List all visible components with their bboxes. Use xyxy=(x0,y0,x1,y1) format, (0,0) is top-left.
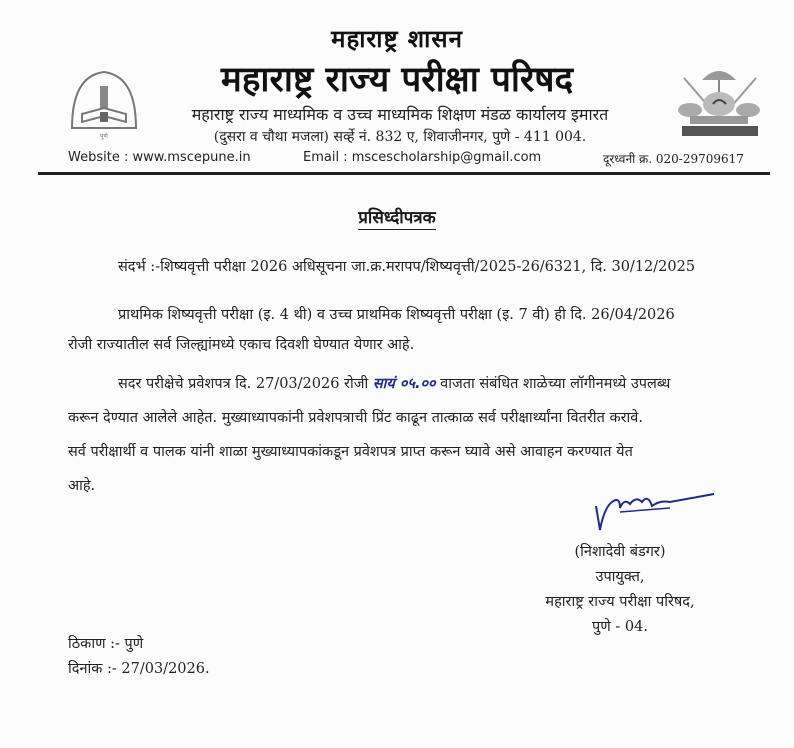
paragraph-2-line-4: आहे. xyxy=(68,478,96,494)
place-line: ठिकाण :- पुणे xyxy=(68,636,144,652)
government-heading: महाराष्ट्र शासन xyxy=(331,25,463,53)
phone-number: दूरध्वनी क्र. 020-29709617 xyxy=(603,152,744,166)
paragraph-2-text-b: वाजता संबंधित शाळेच्या लॉगीनमध्ये उपलब्ध xyxy=(440,376,671,392)
signatory-office: महाराष्ट्र राज्य परीक्षा परिषद, xyxy=(545,594,695,610)
signature-icon xyxy=(590,488,720,538)
paragraph-1-line-1: प्राथमिक शिष्यवृत्ती परीक्षा (इ. 4 थी) व उच्च प्राथमिक शिष्यवृत्ती परीक्षा (इ. 7 वी) ही दि. 26/04/2026 xyxy=(118,307,675,323)
state-emblem-icon xyxy=(672,62,767,142)
exam-council-emblem-icon xyxy=(64,66,144,144)
address: (दुसरा व चौथा मजला) सर्व्हे नं. 832 ए, शिवाजीनगर, पुणे - 411 004. xyxy=(213,129,587,145)
handwritten-time: सायं ०५.०० xyxy=(372,376,436,392)
signatory-name: (निशादेवी बंडगर) xyxy=(574,544,666,560)
document-title-text: प्रसिध्दीपत्रक xyxy=(358,208,436,228)
date-line: दिनांक :- 27/03/2026. xyxy=(68,661,210,677)
organization-name: महाराष्ट्र राज्य परीक्षा परिषद xyxy=(220,60,574,100)
building-name: महाराष्ट्र राज्य माध्यमिक व उच्च माध्यमिक शिक्षण मंडळ कार्यालय इमारत xyxy=(191,105,609,124)
header-divider xyxy=(38,172,770,175)
footer-block xyxy=(68,632,210,682)
signature-block xyxy=(500,540,740,640)
website-link[interactable]: Website : www.mscepune.in xyxy=(68,150,251,165)
signatory-designation: उपायुक्त, xyxy=(595,569,645,585)
paragraph-1-line-2: रोजी राज्यातील सर्व जिल्ह्यांमध्ये एकाच दिवशी घेण्यात येणार आहे. xyxy=(68,337,415,353)
signatory-city: पुणे - 04. xyxy=(592,619,648,635)
document-title xyxy=(0,205,794,228)
paragraph-2-line-1 xyxy=(118,369,670,399)
paragraph-2-text-a: सदर परीक्षेचे प्रवेशपत्र दि. 27/03/2026 रोजी xyxy=(118,376,369,392)
paragraph-2-line-2: करून देण्यात आलेले आहेत. मुख्याध्यापकांनी प्रवेशपत्राची प्रिंट काढून तात्काळ सर्व परीक्षार्थ्यांना वितरीत करावे. xyxy=(68,410,643,426)
email-link[interactable]: Email : mscescholarship@gmail.com xyxy=(303,150,542,165)
svg-text:पुणे: पुणे xyxy=(100,133,108,140)
reference-line: संदर्भ :-शिष्यवृत्ती परीक्षा 2026 अधिसूचना जा.क्र.मरापप/शिष्यवृत्ती/2025-26/6321, दि. 30/12/2025 xyxy=(118,259,696,275)
paragraph-2-line-3: सर्व परीक्षार्थी व पालक यांनी शाळा मुख्याध्यापकांकडून प्रवेशपत्र प्राप्त करून घ्यावे असे आवाहन करण्यात येत xyxy=(68,444,633,460)
